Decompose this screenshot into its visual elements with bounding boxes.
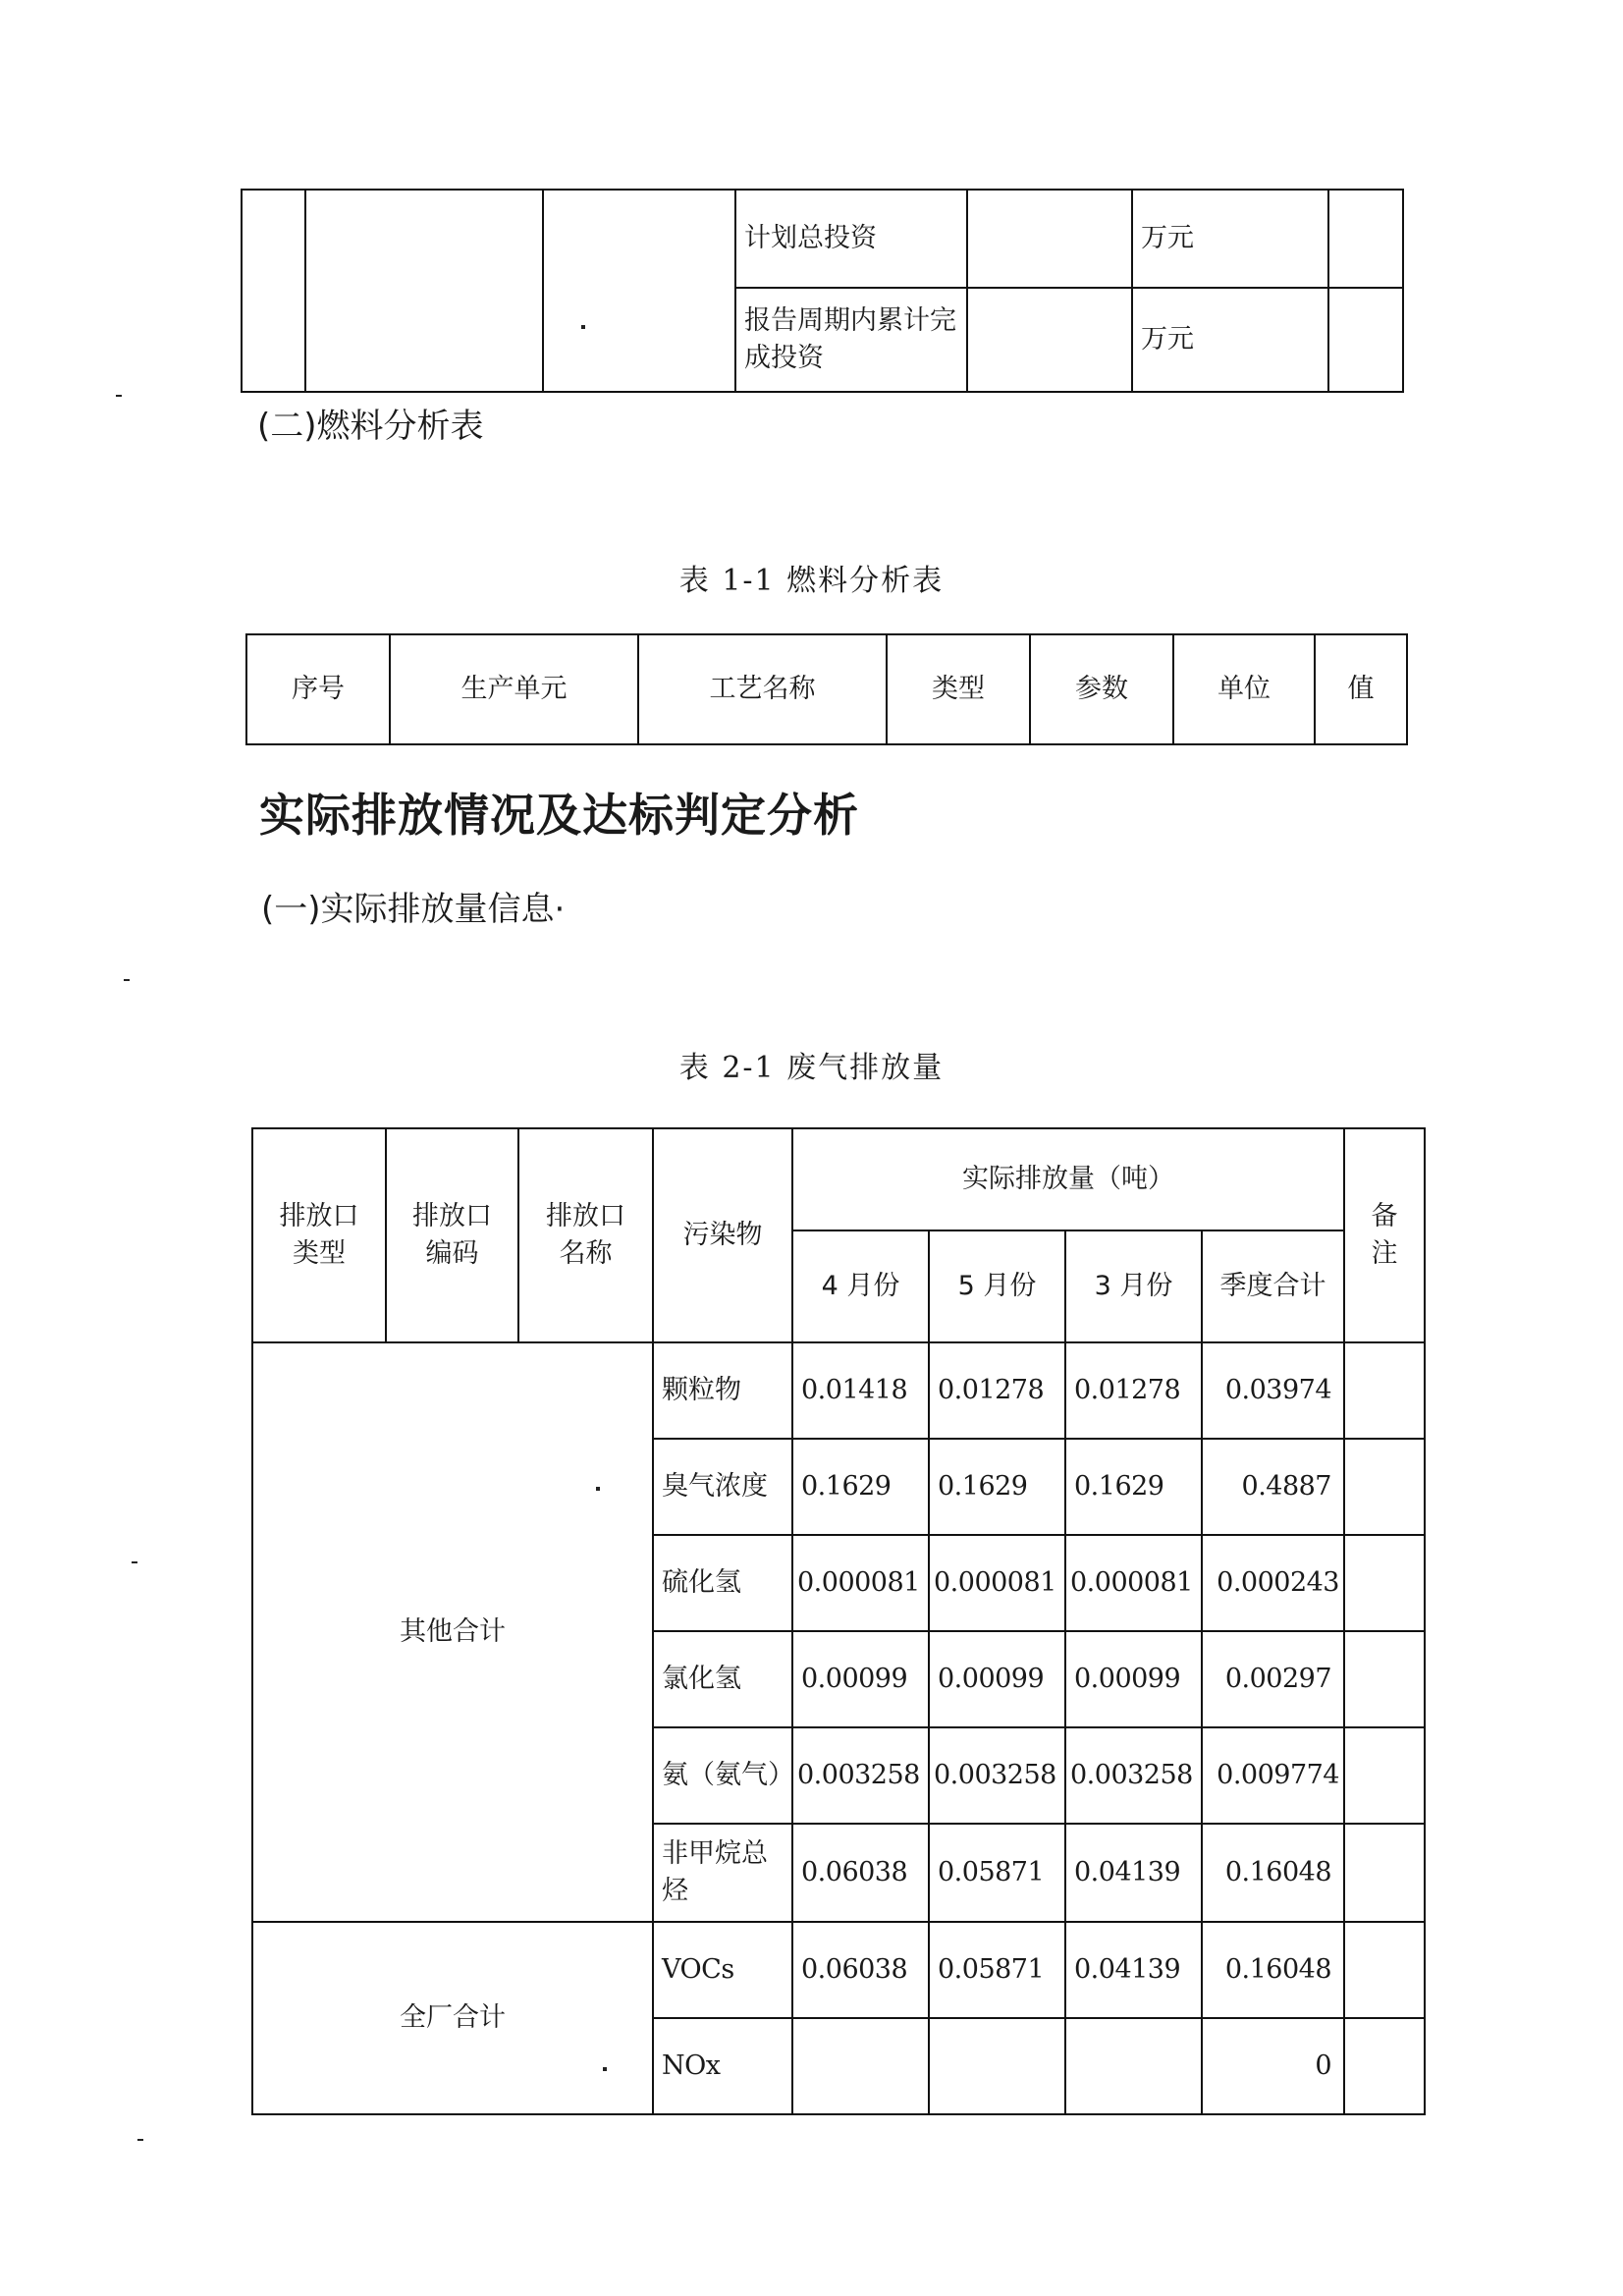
emission-table xyxy=(251,1127,1426,2115)
scan-speck xyxy=(581,325,585,329)
fuel-header-seq: 序号 xyxy=(246,634,390,744)
blank-cell xyxy=(305,190,543,392)
scan-speck xyxy=(596,1487,600,1491)
value-march: 0.003258 xyxy=(1065,1727,1202,1824)
value-quarter-total: 0.00297 xyxy=(1202,1631,1344,1727)
emission-table-caption: 表 2-1 废气排放量 xyxy=(678,1051,945,1085)
pollutant-name: 臭气浓度 xyxy=(653,1439,792,1535)
value-april: 0.000081 xyxy=(792,1535,929,1631)
value-march: 0.04139 xyxy=(1065,1824,1202,1922)
header-outlet-code: 排放口编码 xyxy=(386,1128,518,1342)
value-april: 0.003258 xyxy=(792,1727,929,1824)
investment-table xyxy=(241,189,1404,393)
pollutant-name: 氯化氢 xyxy=(653,1631,792,1727)
value-march: 0.04139 xyxy=(1065,1922,1202,2018)
header-pollutant: 污染物 xyxy=(653,1128,792,1342)
value-march: 0.01278 xyxy=(1065,1342,1202,1439)
value-remark xyxy=(1344,1439,1425,1535)
pollutant-name: NOx xyxy=(653,2018,792,2114)
planned-investment-note xyxy=(1328,190,1403,288)
header-month-march: 3 月份 xyxy=(1065,1230,1202,1342)
value-march: 0.1629 xyxy=(1065,1439,1202,1535)
fuel-header-param: 参数 xyxy=(1030,634,1173,744)
planned-investment-unit: 万元 xyxy=(1132,190,1328,288)
header-month-may: 5 月份 xyxy=(929,1230,1065,1342)
group-label-plant-total: 全厂合计 xyxy=(252,1922,653,2114)
value-may: 0.000081 xyxy=(929,1535,1065,1631)
blank-cell xyxy=(543,190,735,392)
value-april xyxy=(792,2018,929,2114)
value-april: 0.1629 xyxy=(792,1439,929,1535)
value-quarter-total: 0.000243 xyxy=(1202,1535,1344,1631)
value-may: 0.003258 xyxy=(929,1727,1065,1824)
header-month-april: 4 月份 xyxy=(792,1230,929,1342)
value-quarter-total: 0.009774 xyxy=(1202,1727,1344,1824)
value-remark xyxy=(1344,1922,1425,2018)
planned-investment-label: 计划总投资 xyxy=(735,190,967,288)
value-may: 0.00099 xyxy=(929,1631,1065,1727)
fuel-header-process: 工艺名称 xyxy=(638,634,887,744)
value-may xyxy=(929,2018,1065,2114)
value-may: 0.05871 xyxy=(929,1824,1065,1922)
value-remark xyxy=(1344,2018,1425,2114)
group-label-other-total: 其他合计 xyxy=(252,1342,653,1922)
value-april: 0.01418 xyxy=(792,1342,929,1439)
scan-speck xyxy=(116,395,122,397)
fuel-header-measure-unit: 单位 xyxy=(1173,634,1315,744)
table-row xyxy=(252,1922,1425,2018)
scan-speck xyxy=(132,1561,137,1563)
scan-speck xyxy=(124,979,130,981)
value-march xyxy=(1065,2018,1202,2114)
pollutant-name: VOCs xyxy=(653,1922,792,2018)
value-remark xyxy=(1344,1535,1425,1631)
page-heading: 实际排放情况及达标判定分析 xyxy=(259,789,859,842)
value-remark xyxy=(1344,1727,1425,1824)
planned-investment-value xyxy=(967,190,1132,288)
value-may: 0.1629 xyxy=(929,1439,1065,1535)
value-april: 0.00099 xyxy=(792,1631,929,1727)
completed-investment-label: 报告周期内累计完成投资 xyxy=(735,288,967,392)
header-remark: 备注 xyxy=(1344,1128,1425,1342)
completed-investment-value xyxy=(967,288,1132,392)
pollutant-name: 氨（氨气） xyxy=(653,1727,792,1824)
value-quarter-total: 0.03974 xyxy=(1202,1342,1344,1439)
value-march: 0.000081 xyxy=(1065,1535,1202,1631)
value-quarter-total: 0.16048 xyxy=(1202,1824,1344,1922)
fuel-section-title: (二)燃料分析表 xyxy=(257,407,484,446)
pollutant-name: 硫化氢 xyxy=(653,1535,792,1631)
header-quarter-total: 季度合计 xyxy=(1202,1230,1344,1342)
pollutant-name: 颗粒物 xyxy=(653,1342,792,1439)
fuel-header-type: 类型 xyxy=(887,634,1030,744)
completed-investment-unit: 万元 xyxy=(1132,288,1328,392)
pollutant-name: 非甲烷总烃 xyxy=(653,1824,792,1922)
value-april: 0.06038 xyxy=(792,1824,929,1922)
value-quarter-total: 0.16048 xyxy=(1202,1922,1344,2018)
fuel-analysis-table xyxy=(245,633,1408,745)
header-outlet-name: 排放口名称 xyxy=(518,1128,653,1342)
fuel-header-value: 值 xyxy=(1315,634,1407,744)
value-may: 0.01278 xyxy=(929,1342,1065,1439)
header-outlet-type: 排放口类型 xyxy=(252,1128,386,1342)
fuel-table-caption: 表 1-1 燃料分析表 xyxy=(678,564,945,598)
scan-speck xyxy=(137,2139,143,2141)
scan-speck xyxy=(603,2067,607,2071)
fuel-header-unit: 生产单元 xyxy=(390,634,638,744)
header-actual-emission: 实际排放量（吨） xyxy=(792,1128,1344,1230)
value-remark xyxy=(1344,1342,1425,1439)
completed-investment-note xyxy=(1328,288,1403,392)
value-remark xyxy=(1344,1631,1425,1727)
value-remark xyxy=(1344,1824,1425,1922)
table-row xyxy=(252,1342,1425,1439)
value-quarter-total: 0 xyxy=(1202,2018,1344,2114)
value-april: 0.06038 xyxy=(792,1922,929,2018)
emission-subtitle: (一)实际排放量信息· xyxy=(261,890,566,929)
value-may: 0.05871 xyxy=(929,1922,1065,2018)
blank-cell xyxy=(242,190,305,392)
value-march: 0.00099 xyxy=(1065,1631,1202,1727)
value-quarter-total: 0.4887 xyxy=(1202,1439,1344,1535)
